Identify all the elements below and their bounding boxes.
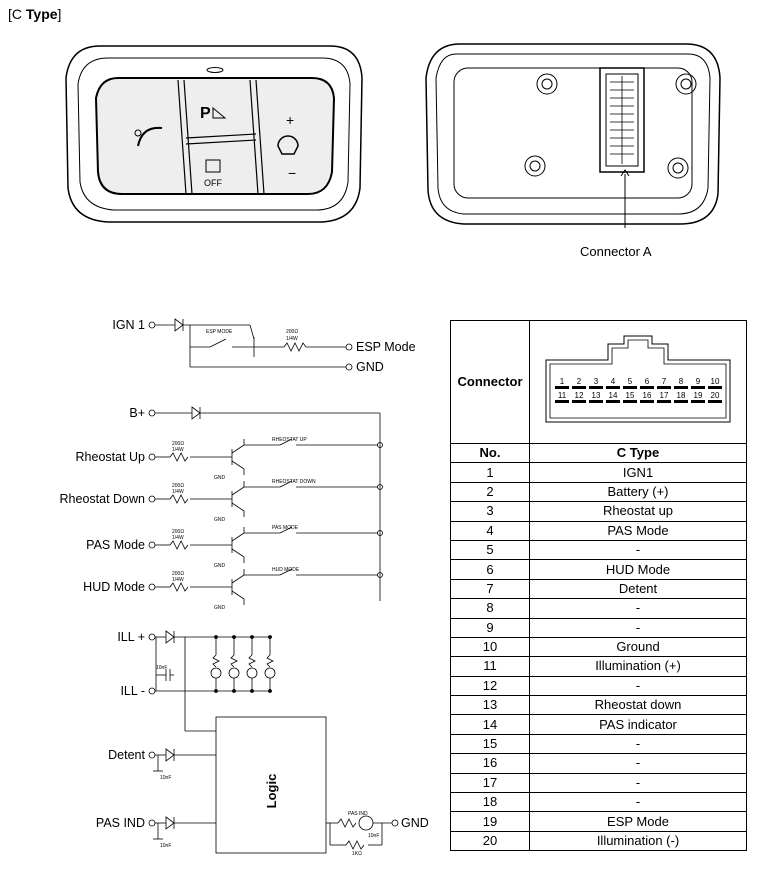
pin-number: 12 xyxy=(451,676,530,695)
row-res-label: 200Ω xyxy=(172,441,185,447)
connector-pin-label: 1 xyxy=(559,376,565,386)
row-switch-label: RHEOSTAT DOWN xyxy=(272,479,316,485)
row-res-w: 1/4W xyxy=(172,577,184,583)
table-row xyxy=(451,502,747,521)
connector-pin-label: 10 xyxy=(710,376,720,386)
pin-number: 3 xyxy=(451,502,530,521)
label-gnd-top: GND xyxy=(356,360,384,374)
pin-function: - xyxy=(530,793,747,812)
table-row xyxy=(451,812,747,831)
svg-text:OFF: OFF xyxy=(204,178,222,188)
connector-row xyxy=(451,321,747,444)
connector-pin-bar xyxy=(674,400,688,403)
label-ill-plus: ILL + xyxy=(117,630,145,644)
table-row xyxy=(451,715,747,734)
row-gnd-label: GND xyxy=(214,605,226,611)
table-row xyxy=(451,657,747,676)
pin-function: - xyxy=(530,734,747,753)
connector-pinout xyxy=(538,330,738,430)
label-detent: Detent xyxy=(108,748,145,762)
connector-pin-label: 12 xyxy=(574,390,584,400)
connector-pin-bar xyxy=(623,386,637,389)
connector-pin-label: 8 xyxy=(678,376,684,386)
connector-pin-label: 14 xyxy=(608,390,618,400)
esp-res-label: 200Ω xyxy=(286,329,299,335)
table-row xyxy=(451,463,747,482)
table-row xyxy=(451,560,747,579)
table-row xyxy=(451,637,747,656)
table-row xyxy=(451,793,747,812)
pin-function: Rheostat up xyxy=(530,502,747,521)
connector-pin-label: 7 xyxy=(661,376,667,386)
pin-number: 16 xyxy=(451,754,530,773)
connector-pin-bar xyxy=(589,386,603,389)
connector-pin-bar xyxy=(572,386,586,389)
pin-function: Battery (+) xyxy=(530,482,747,501)
title-prefix: [C xyxy=(8,6,26,22)
connector-pin-bar xyxy=(640,400,654,403)
svg-text:+: + xyxy=(286,112,295,128)
logic-label: Logic xyxy=(264,773,279,809)
label-ill-minus: ILL - xyxy=(120,684,145,698)
pin-number: 15 xyxy=(451,734,530,753)
svg-text:P: P xyxy=(200,105,211,122)
table-row xyxy=(451,696,747,715)
connector-pin-bar xyxy=(606,386,620,389)
table-row xyxy=(451,676,747,695)
row-gnd-label: GND xyxy=(214,517,226,523)
connector-pin-label: 4 xyxy=(610,376,616,386)
pin-function: Detent xyxy=(530,579,747,598)
title-suffix: ] xyxy=(57,6,62,22)
pin-function: - xyxy=(530,773,747,792)
table-row xyxy=(451,754,747,773)
row-res-label: 200Ω xyxy=(172,571,185,577)
pin-number: 10 xyxy=(451,637,530,656)
table-row xyxy=(451,773,747,792)
connector-diagram-cell xyxy=(530,321,747,444)
pin-function: - xyxy=(530,676,747,695)
pin-number: 8 xyxy=(451,599,530,618)
connector-pin-bar xyxy=(708,400,722,403)
led-icon xyxy=(265,636,275,693)
pin-number: 5 xyxy=(451,540,530,559)
row-switch-label: HUD MODE xyxy=(272,567,300,573)
connector-pin-bar xyxy=(657,386,671,389)
connector-a-callout: Connector A xyxy=(580,244,652,259)
connector-pin-label: 3 xyxy=(593,376,599,386)
res-1k-label: 1KΩ xyxy=(352,851,362,857)
detent-cap-label: 10nF xyxy=(160,775,172,781)
row-res-w: 1/4W xyxy=(172,535,184,541)
connector-pin-label: 6 xyxy=(644,376,650,386)
table-row xyxy=(451,599,747,618)
pin-function: - xyxy=(530,540,747,559)
pin-function: - xyxy=(530,599,747,618)
connector-pin-bar xyxy=(555,386,569,389)
table-header-row xyxy=(451,444,747,463)
pin-number: 18 xyxy=(451,793,530,812)
connector-pin-bar xyxy=(589,400,603,403)
pin-number: 14 xyxy=(451,715,530,734)
pin-function: Ground xyxy=(530,637,747,656)
row-res-label: 200Ω xyxy=(172,483,185,489)
connector-pin-bar xyxy=(606,400,620,403)
table-row xyxy=(451,618,747,637)
switch-front-view xyxy=(60,38,370,228)
connector-pin-bar xyxy=(555,400,569,403)
pas-ind-cap: 10nF xyxy=(368,833,380,839)
table-row xyxy=(451,734,747,753)
pin-number: 19 xyxy=(451,812,530,831)
esp-mode-small: ESP MODE xyxy=(206,329,233,335)
label-ign1: IGN 1 xyxy=(112,318,145,332)
connector-pin-bar xyxy=(691,400,705,403)
row-switch-label: RHEOSTAT UP xyxy=(272,437,307,443)
pasind-cap-label: 10nF xyxy=(160,843,172,849)
pin-function: HUD Mode xyxy=(530,560,747,579)
pin-number: 11 xyxy=(451,657,530,676)
row-res-w: 1/4W xyxy=(172,489,184,495)
table-row xyxy=(451,579,747,598)
connector-pin-label: 11 xyxy=(557,390,567,400)
connector-pin-label: 5 xyxy=(627,376,633,386)
title-bold: Type xyxy=(25,6,58,22)
pin-function: - xyxy=(530,754,747,773)
label-pas-mode: PAS Mode xyxy=(86,538,145,552)
pin-function: Rheostat down xyxy=(530,696,747,715)
table-row xyxy=(451,540,747,559)
row-switch-label: PAS MODE xyxy=(272,525,299,531)
pin-number: 20 xyxy=(451,831,530,850)
ill-cap-label: 10nF xyxy=(156,665,168,671)
pin-number: 7 xyxy=(451,579,530,598)
table-row xyxy=(451,521,747,540)
pin-number: 1 xyxy=(451,463,530,482)
pin-table xyxy=(450,320,747,851)
led-icon xyxy=(229,636,239,693)
pin-number: 4 xyxy=(451,521,530,540)
label-pas-ind: PAS IND xyxy=(95,816,145,830)
table-row xyxy=(451,482,747,501)
pin-function: Illumination (+) xyxy=(530,657,747,676)
row-res-label: 200Ω xyxy=(172,529,185,535)
pin-function: - xyxy=(530,618,747,637)
label-esp-mode: ESP Mode xyxy=(356,340,416,354)
connector-pin-bar xyxy=(623,400,637,403)
row-gnd-label: GND xyxy=(214,563,226,569)
label-rheostat-down: Rheostat Down xyxy=(59,492,145,506)
connector-label: Connector xyxy=(457,374,523,389)
label-bplus: B+ xyxy=(129,406,145,420)
connector-pin-label: 13 xyxy=(591,390,601,400)
label-gnd-right: GND xyxy=(401,816,429,830)
pin-function: IGN1 xyxy=(530,463,747,482)
connector-pin-label: 16 xyxy=(642,390,652,400)
connector-pin-label: 17 xyxy=(659,390,669,400)
pin-number: 6 xyxy=(451,560,530,579)
table-row xyxy=(451,831,747,850)
svg-text:−: − xyxy=(288,165,297,181)
connector-pin-label: 18 xyxy=(676,390,686,400)
connector-pin-bar xyxy=(674,386,688,389)
pin-function: PAS indicator xyxy=(530,715,747,734)
pin-number: 17 xyxy=(451,773,530,792)
pin-function: ESP Mode xyxy=(530,812,747,831)
row-gnd-label: GND xyxy=(214,475,226,481)
connector-pin-bar xyxy=(691,386,705,389)
pin-number: 13 xyxy=(451,696,530,715)
connector-pin-label: 2 xyxy=(576,376,582,386)
switch-rear-view xyxy=(420,38,730,228)
led-icon xyxy=(211,636,221,693)
connector-pin-label: 20 xyxy=(710,390,720,400)
circuit-schematic xyxy=(40,315,440,860)
connector-pin-label: 19 xyxy=(693,390,703,400)
pin-function: PAS Mode xyxy=(530,521,747,540)
led-icon xyxy=(247,636,257,693)
pin-function: Illumination (-) xyxy=(530,831,747,850)
connector-pin-bar xyxy=(572,400,586,403)
pin-number: 9 xyxy=(451,618,530,637)
row-res-w: 1/4W xyxy=(172,447,184,453)
connector-pin-bar xyxy=(708,386,722,389)
col-type-header: C Type xyxy=(530,444,747,463)
page-title xyxy=(8,6,61,22)
col-no-header: No. xyxy=(451,444,530,463)
connector-pin-label: 9 xyxy=(695,376,701,386)
pas-ind-small: PAS IND xyxy=(348,811,368,817)
esp-res-w: 1/4W xyxy=(286,336,298,342)
connector-pin-bar xyxy=(640,386,654,389)
label-rheostat-up: Rheostat Up xyxy=(75,450,145,464)
connector-pin-bar xyxy=(657,400,671,403)
connector-label-cell xyxy=(451,321,530,444)
connector-pin-label: 15 xyxy=(625,390,635,400)
label-hud-mode: HUD Mode xyxy=(83,580,145,594)
pin-number: 2 xyxy=(451,482,530,501)
